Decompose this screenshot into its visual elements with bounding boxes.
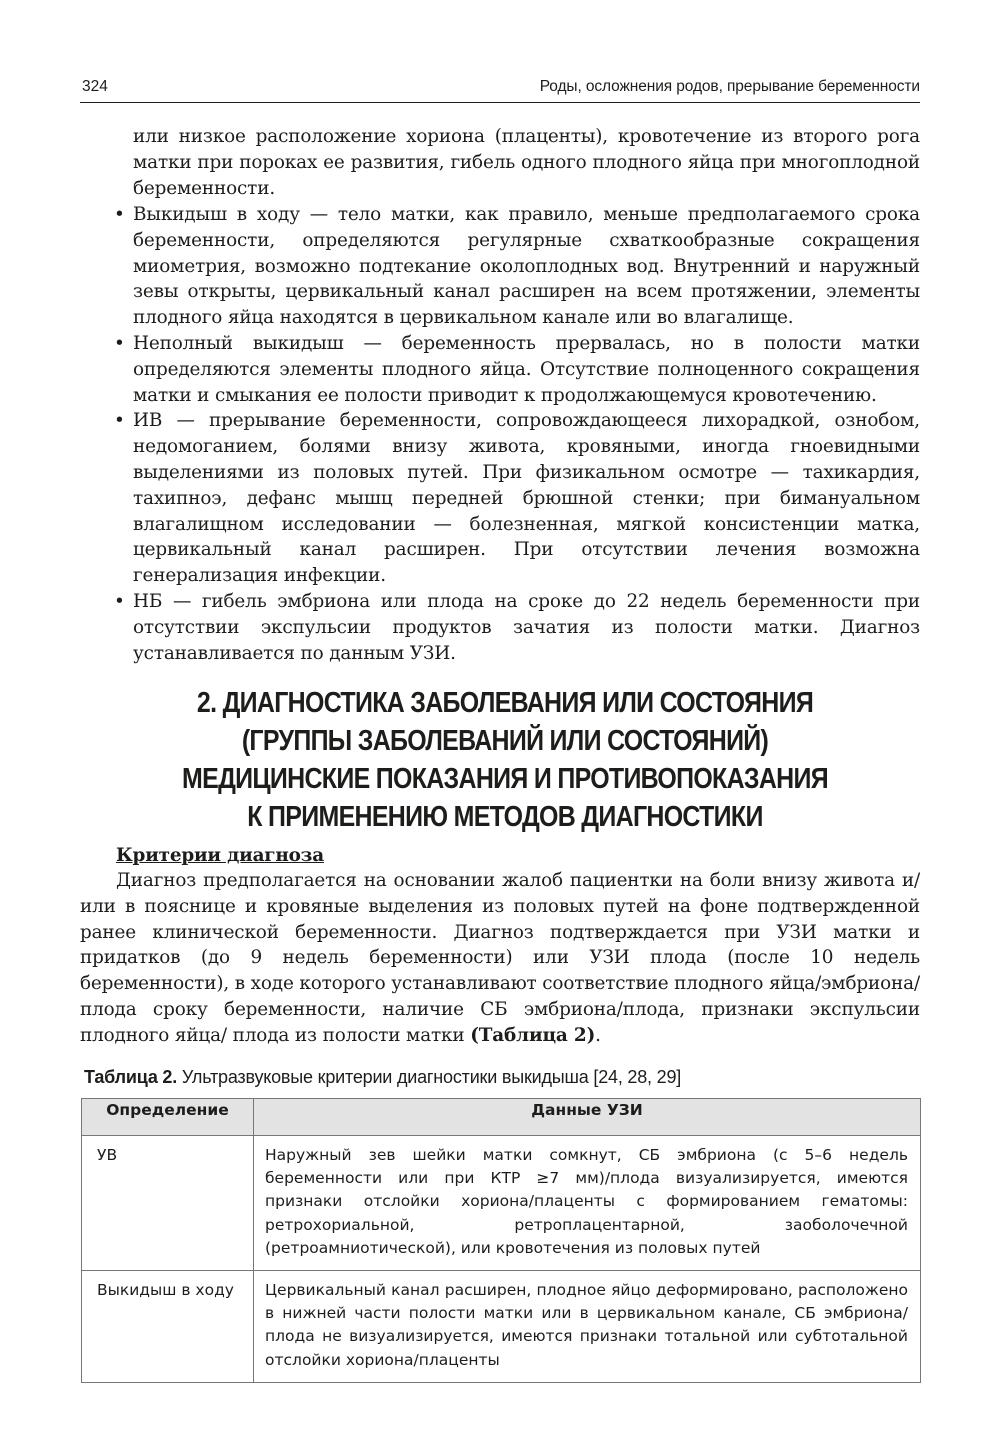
column-header-ultrasound-data: Данные УЗИ [254, 1099, 921, 1136]
table-reference: (Таблица 2) [470, 1024, 596, 1046]
table-row [82, 1136, 921, 1271]
running-title: Роды, осложнения родов, прерывание беременности [539, 78, 920, 95]
bullet-icon: • [114, 332, 125, 354]
column-header-definition: Определение [82, 1099, 254, 1136]
table-header-row [82, 1099, 921, 1136]
ultrasound-criteria-table [81, 1098, 921, 1383]
definition-cell: Выкидыш в ходу [82, 1271, 254, 1383]
list-item [114, 202, 920, 331]
list-item-text: Выкидыш в ходу — тело матки, как правило, меньше предполагаемого срока беременности, определяются регулярные схваткообразные сокращения миометрия, возможно подтекание околоплодных вод. Внутренний и наружный зевы открыты, цервикальный канал расширен на всем протяжении, элементы плодного яйца находятся в цервикальном канале или во влагалище. [133, 204, 920, 329]
bullet-icon: • [114, 204, 125, 225]
table-caption [84, 1067, 681, 1088]
continuation-paragraph: или низкое расположение хориона (плаценты), кровотечение из второго рога матки при пороках ее развития, гибель одного плодного яйца при многоплодной беременности. [133, 126, 920, 199]
criteria-text: Диагноз предполагается на основании жалоб пациентки на боли внизу живота и/или в пояснице и кровяные выделения из половых путей на фоне подтвержденной ранее клинической беременности. Диагноз подтверждается при УЗИ матки и придатков (до 9 недель беременности) или УЗИ плода (после 10 недель беременности), в ходе которого устанавливают соответствие плодного яйца/эмбриона/плода сроку беременности, наличие СБ эмбриона/плода, признаки экспульсии плодного яйца/ плода из полости матки [80, 870, 920, 1046]
list-item [114, 408, 920, 589]
ultrasound-data-cell: Цервикальный канал расширен, плодное яйцо деформировано, расположено в нижней части полости матки или в цервикальном канале, СБ эмбриона/плода не визуализируется, имеются признаки тотальной или субтотальной отслойки хориона/плаценты [254, 1271, 921, 1383]
list-item-text: ИВ — прерывание беременности, сопровождающееся лихорадкой, ознобом, недомоганием, болями внизу живота, кровяными, иногда гноевидными выделениями из половых путей. При физикальном осмотре — тахикардия, тахипноэ, дефанс мышц передней брюшной стенки; при бимануальном влагалищном исследовании — болезненная, мягкой консистенции матка, цервикальный канал расширен. При отсутствии лечения возможна генерализация инфекции. [133, 410, 920, 587]
table-row [82, 1271, 921, 1383]
table-caption-label: Таблица 2. [84, 1067, 178, 1087]
section-heading-line: К ПРИМЕНЕНИЮ МЕТОДОВ ДИАГНОСТИКИ [247, 801, 763, 833]
section-heading-line: (ГРУППЫ ЗАБОЛЕВАНИЙ ИЛИ СОСТОЯНИЙ) [241, 725, 769, 757]
list-item-text: Неполный выкидыш — беременность прервалась, но в полости матки определяются элементы плодного яйца. Отсутствие полноценного сокращения матки и смыкания ее полости приводит к продолжающемуся кровотечению. [133, 332, 920, 406]
table-caption-text: Ультразвуковые критерии диагностики выкидыша [24, 28, 29] [181, 1067, 682, 1087]
criteria-end: . [595, 1024, 601, 1046]
ultrasound-data-cell: Наружный зев шейки матки сомкнут, СБ эмбриона (с 5–6 недель беременности или при КТР ≥7 мм)/плода визуализируется, имеются признаки отслойки хориона/плаценты с формированием гематомы: ретрохориальной, ретроплацентарной, заоболочечной (ретроамниотической), или кровотечения из половых путей [254, 1136, 921, 1271]
list-item [114, 589, 920, 666]
section-heading-line: МЕДИЦИНСКИЕ ПОКАЗАНИЯ И ПРОТИВОПОКАЗАНИЯ [182, 763, 828, 795]
definition-cell: УВ [82, 1136, 254, 1271]
running-header [80, 70, 920, 103]
section-heading [148, 684, 862, 836]
section-heading-line: 2. ДИАГНОСТИКА ЗАБОЛЕВАНИЯ ИЛИ СОСТОЯНИЯ [196, 687, 814, 719]
page-number: 324 [82, 78, 108, 95]
bullet-icon: • [114, 590, 125, 612]
list-item [114, 331, 920, 408]
criteria-paragraph [80, 868, 920, 1049]
bullet-list [114, 202, 920, 666]
list-item-text: НБ — гибель эмбриона или плода на сроке до 22 недель беременности при отсутствии экспульсии продуктов зачатия из полости матки. Диагноз устанавливается по данным УЗИ. [133, 590, 920, 664]
bullet-icon: • [114, 410, 125, 432]
criteria-title: Критерии диагноза [116, 845, 324, 866]
